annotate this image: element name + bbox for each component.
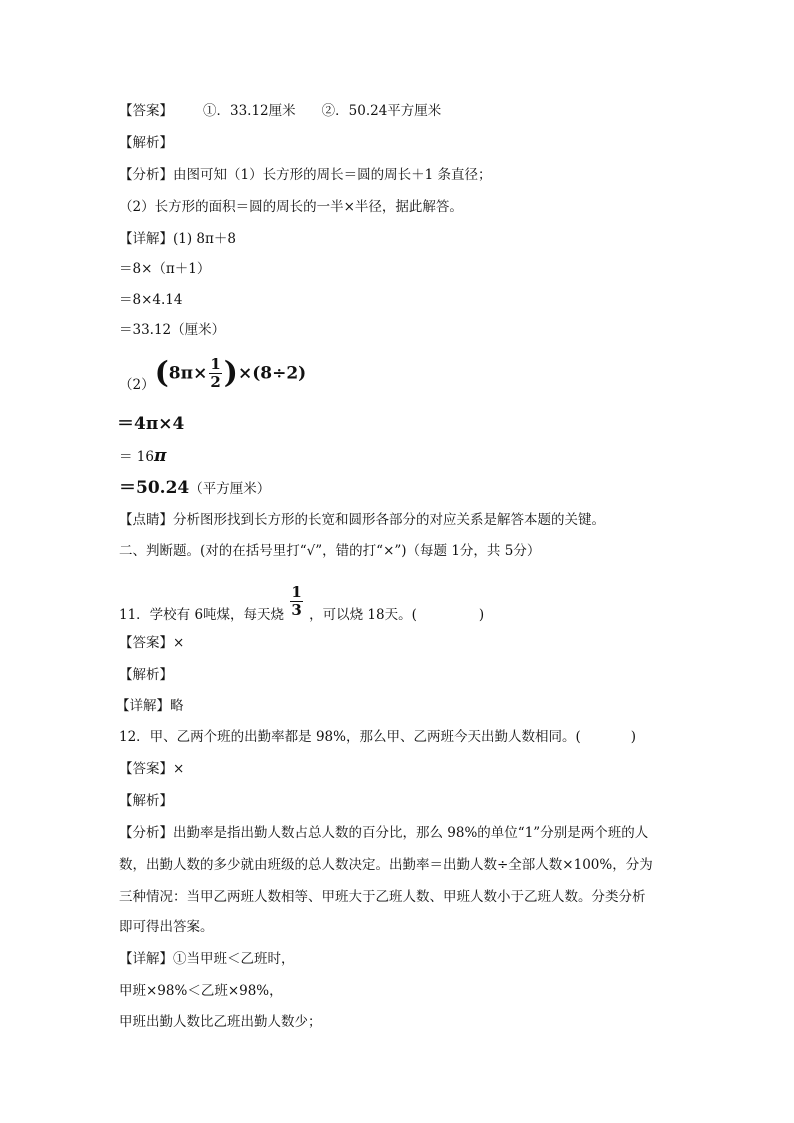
fraction-denominator: 3 (291, 601, 302, 619)
q11-detail: 【详解】略 (116, 698, 184, 714)
fraction-numerator: 1 (291, 583, 302, 601)
fraction-numerator: 1 (210, 355, 221, 373)
fraction-one-third (290, 584, 302, 619)
line8-value: ＝50.24 (119, 478, 190, 498)
detail-q10-line4: ＝33.12（厘米） (119, 322, 226, 338)
q12-text: 12．甲、乙两个班的出勤率都是 98%，那么甲、乙两班今天出勤人数相同。( (119, 729, 581, 745)
section-2-title: 二、判断题。(对的在括号里打“√”，错的打“×”)（每题 1分，共 5分） (119, 543, 541, 559)
q12-detail-line3: 甲班出勤人数比乙班出勤人数少； (119, 1014, 322, 1030)
q12-jiexi: 【解析】 (119, 793, 173, 809)
question-12 (119, 728, 636, 746)
fraction-one-half (209, 356, 221, 391)
q11-suffix: ，可以烧 18天。( (309, 607, 417, 623)
q12-detail-line2: 甲班×98%＜乙班×98%， (119, 983, 283, 999)
q11-answer: 【答案】× (119, 635, 185, 651)
q12-detail-line1: 【详解】①当甲班＜乙班时， (119, 951, 295, 967)
formula-expr-a: 8π× (168, 363, 208, 384)
q12-analysis-line3: 三种情况：当甲乙两班人数相等、甲班大于乙班人数、甲班人数小于乙班人数。分类分析 (119, 889, 646, 905)
line7-prefix: ＝ 16 (119, 449, 154, 465)
detail-q10-line6: ＝4π×4 (117, 414, 185, 434)
detail-q10-line8 (119, 479, 270, 498)
q12-answer: 【答案】× (119, 761, 185, 777)
fraction-denominator: 2 (210, 373, 221, 391)
detail-q10-formula (119, 356, 306, 400)
part2-label: （2） (119, 377, 155, 393)
q12-close-paren: ) (630, 729, 637, 745)
q11-close-paren: ) (478, 607, 485, 623)
dianjing-q10: 【点睛】分析图形找到长方形的长宽和圆形各部分的对应关系是解答本题的关键。 (119, 512, 605, 528)
q12-analysis-line2: 数，出勤人数的多少就由班级的总人数决定。出勤率＝出勤人数÷全部人数×100%，分为 (119, 857, 653, 873)
detail-q10-line2: ＝8×（π＋1） (119, 261, 211, 277)
jiexi-label-q10: 【解析】 (119, 135, 173, 151)
detail-q10-line3: ＝8×4.14 (119, 292, 183, 308)
q12-analysis-line1: 【分析】出勤率是指出勤人数占总人数的百分比，那么 98%的单位“1”分别是两个班的人 (119, 825, 649, 841)
pi-symbol: π (153, 446, 167, 466)
open-paren-large: ( (154, 355, 169, 391)
question-11 (119, 583, 485, 633)
answer-part-2: ②．50.24平方厘米 (321, 103, 442, 119)
detail-q10-line7 (119, 447, 166, 466)
q11-jiexi: 【解析】 (119, 667, 173, 683)
q12-analysis-line4: 即可得出答案。 (119, 919, 214, 935)
detail-q10-line1: 【详解】(1) 8π＋8 (119, 231, 236, 247)
close-paren-large: ) (223, 355, 238, 391)
analysis-q10-line2: （2）长方形的面积＝圆的周长的一半×半径，据此解答。 (119, 199, 463, 215)
q11-prefix: 11．学校有 6吨煤，每天烧 (119, 607, 285, 623)
analysis-q10-line1: 【分析】由图可知（1）长方形的周长＝圆的周长＋1 条直径； (119, 167, 492, 183)
answer-label: 【答案】 (119, 103, 173, 119)
formula-expr-b: ×(8÷2) (237, 363, 307, 384)
line8-unit: （平方厘米） (189, 481, 271, 497)
answer-part-1: ①．33.12厘米 (203, 103, 296, 119)
answer-line-q10 (119, 102, 441, 120)
